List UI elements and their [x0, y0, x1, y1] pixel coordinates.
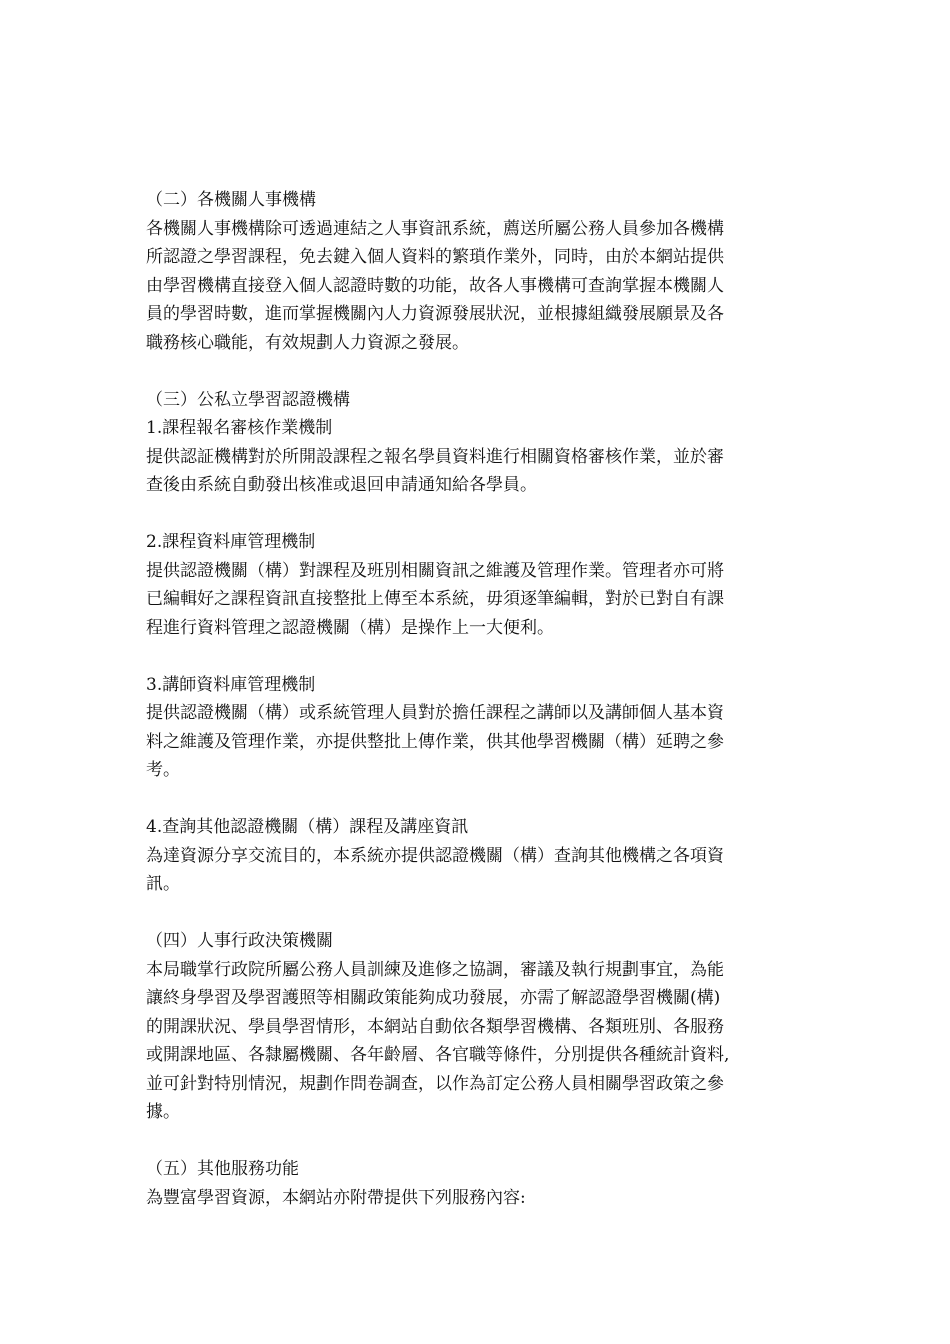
paragraph-line: 員的學習時數，進而掌握機關內人力資源發展狀況，並根據組織發展願景及各 [146, 304, 724, 324]
subsection-heading: 2.課程資料庫管理機制 [146, 532, 316, 552]
subsection-query-other-institutions [146, 813, 818, 899]
section-other-services [146, 1155, 818, 1212]
paragraph-line: 本局職掌行政院所屬公務人員訓練及進修之協調，審議及執行規劃事宜，為能 [146, 959, 724, 980]
paragraph-line: 考。 [146, 760, 180, 780]
paragraph-line: 已編輯好之課程資訊直接整批上傳至本系統，毋須逐筆編輯，對於已對自有課 [146, 589, 724, 609]
section-personnel-agencies [146, 186, 818, 357]
paragraph-line: 提供認証機構對於所開設課程之報名學員資料進行相關資格審核作業，並於審 [146, 446, 724, 467]
section-paragraph [146, 956, 818, 1127]
subsection-lecturer-database [146, 671, 818, 785]
section-paragraph [146, 699, 818, 785]
paragraph-line: 為豐富學習資源，本網站亦附帶提供下列服務內容: [146, 1187, 526, 1208]
subsection-heading: 4.查詢其他認證機關（構）課程及講座資訊 [146, 817, 469, 837]
section-policy-agency [146, 927, 818, 1127]
paragraph-line: 由學習機構直接登入個人認證時數的功能，故各人事機構可查詢掌握本機關人 [146, 275, 724, 296]
section-paragraph [146, 215, 818, 358]
paragraph-line: 各機關人事機構除可透過連結之人事資訊系統，薦送所屬公務人員參加各機構 [146, 218, 724, 239]
section-paragraph [146, 443, 818, 500]
paragraph-line: 程進行資料管理之認證機關（構）是操作上一大便利。 [146, 617, 554, 638]
paragraph-line: 據。 [146, 1102, 180, 1122]
document-page [146, 186, 818, 1241]
section-heading: （五）其他服務功能 [146, 1159, 299, 1179]
paragraph-line: 料之維護及管理作業，亦提供整批上傳作業，供其他學習機關（構）延聘之參 [146, 731, 724, 752]
section-certification-institutions [146, 386, 818, 500]
paragraph-line: 查後由系統自動發出核准或退回申請通知給各學員。 [146, 475, 537, 495]
paragraph-line: 訊。 [146, 874, 180, 894]
section-heading: （二）各機關人事機構 [146, 190, 316, 210]
subsection-heading: 1.課程報名審核作業機制 [146, 418, 333, 438]
subsection-heading: 3.講師資料庫管理機制 [146, 674, 316, 695]
paragraph-line: 所認證之學習課程，免去鍵入個人資料的繁瑣作業外，同時，由於本網站提供 [146, 247, 724, 267]
paragraph-line: 的開課狀況、學員學習情形，本網站自動依各類學習機構、各類班別、各服務 [146, 1016, 724, 1037]
paragraph-line: 為達資源分享交流目的，本系統亦提供認證機關（構）查詢其他機構之各項資 [146, 845, 724, 866]
section-paragraph [146, 557, 818, 643]
section-heading: （三）公私立學習認證機構 [146, 389, 350, 410]
paragraph-line: 職務核心職能，有效規劃人力資源之發展。 [146, 332, 469, 353]
section-paragraph [146, 842, 818, 899]
paragraph-line: 提供認證機關（構）對課程及班別相關資訊之維護及管理作業。管理者亦可將 [146, 560, 724, 581]
paragraph-line: 提供認證機關（構）或系統管理人員對於擔任課程之講師以及講師個人基本資 [146, 703, 724, 723]
paragraph-line: 或開課地區、各隸屬機關、各年齡層、各官職等條件，分別提供各種統計資料, [146, 1045, 730, 1065]
section-paragraph [146, 1184, 818, 1213]
section-heading: （四）人事行政決策機關 [146, 931, 333, 951]
subsection-course-database [146, 528, 818, 642]
paragraph-line: 並可針對特別情況，規劃作問卷調查，以作為訂定公務人員相關學習政策之參 [146, 1073, 724, 1094]
paragraph-line: 讓終身學習及學習護照等相關政策能夠成功發展，亦需了解認證學習機關(構) [146, 988, 721, 1008]
